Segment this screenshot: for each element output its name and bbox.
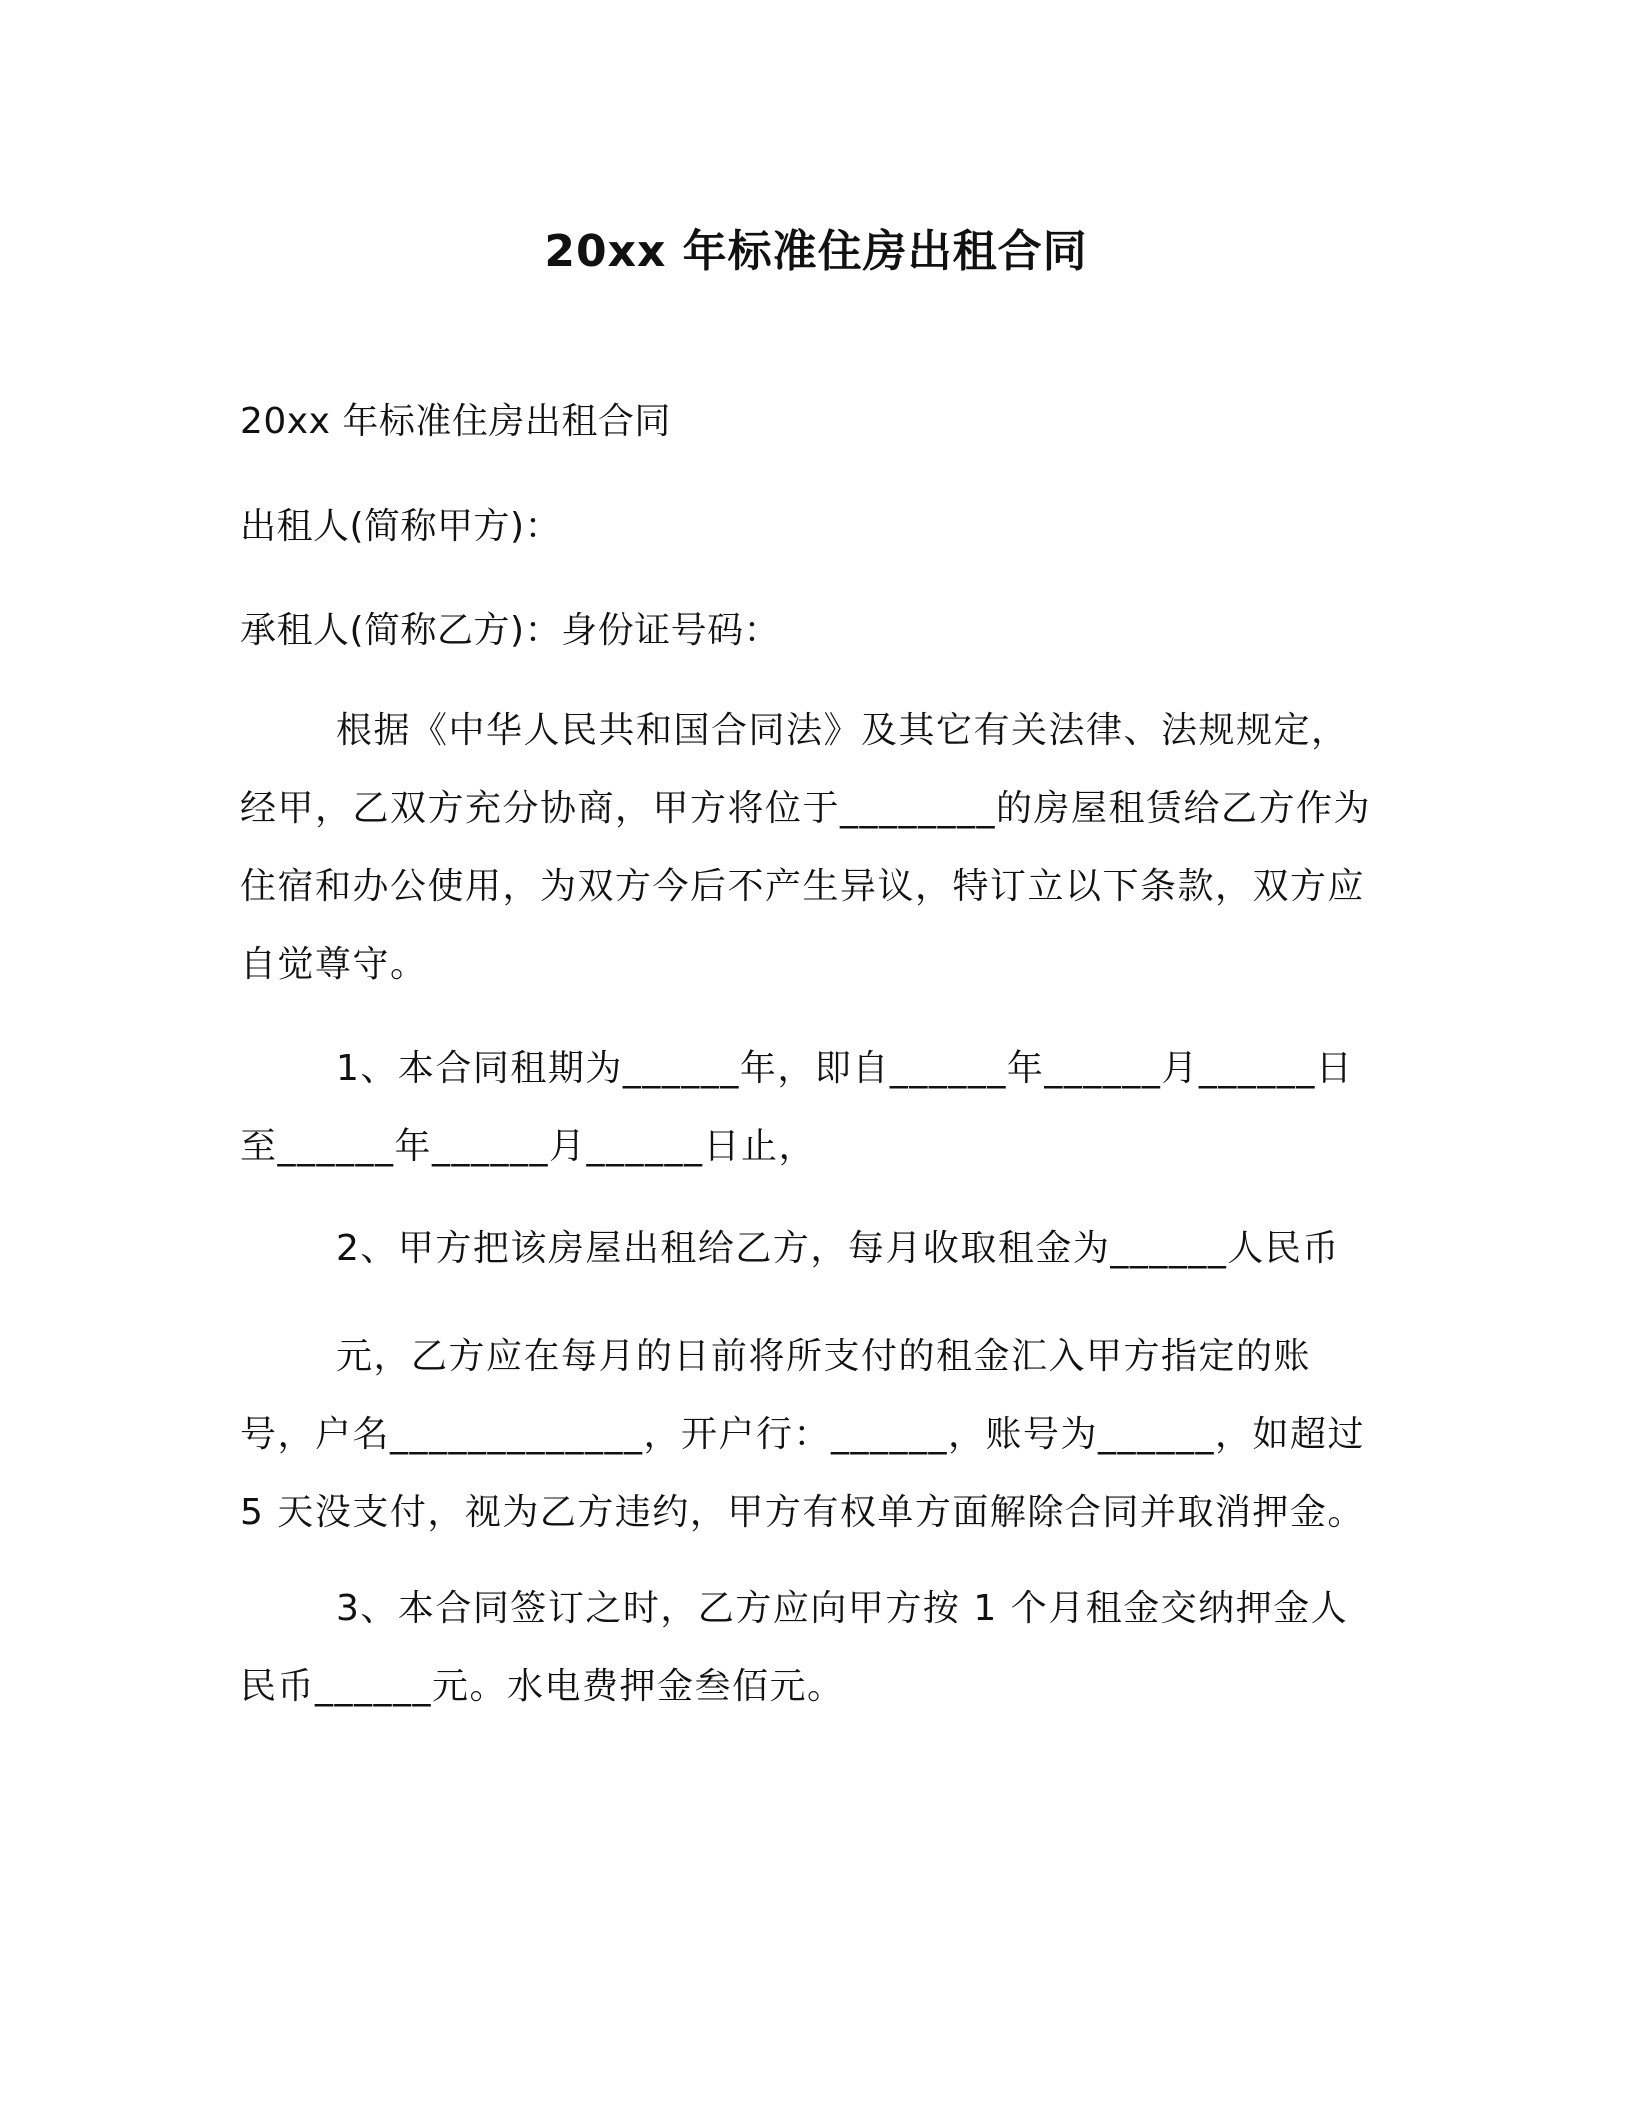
clause-2: 2、甲方把该房屋出租给乙方，每月收取租金为______人民币 (336, 1228, 1340, 1269)
clause-3: 3、本合同签订之时，乙方应向甲方按 1 个月租金交纳押金人民币______元。水电费押金叁佰元。 (240, 1588, 1349, 1707)
clause-1: 1、本合同租期为______年，即自______年______月______日至______年______月______日止， (240, 1048, 1354, 1167)
lessee-line: 承租人(简称乙方)：身份证号码： (240, 610, 781, 651)
preamble-paragraph: 根据《中华人民共和国合同法》及其它有关法律、法规规定，经甲，乙双方充分协商，甲方将位于________的房屋租赁给乙方作为住宿和办公使用，为双方今后不产生异议，特订立以下条款，双方应自觉尊守。 (240, 710, 1372, 985)
clause-2-continued: 元，乙方应在每月的日前将所支付的租金汇入甲方指定的账号，户名_____________，开户行：______，账号为______，如超过 5 天没支付，视为乙方违约，甲方有权单方面解除合同并取消押金。 (240, 1336, 1366, 1533)
document-title: 20xx 年标准住房出租合同 (544, 226, 1088, 277)
document-subtitle: 20xx 年标准住房出租合同 (240, 401, 671, 442)
lessor-line: 出租人(简称甲方)： (240, 506, 562, 547)
